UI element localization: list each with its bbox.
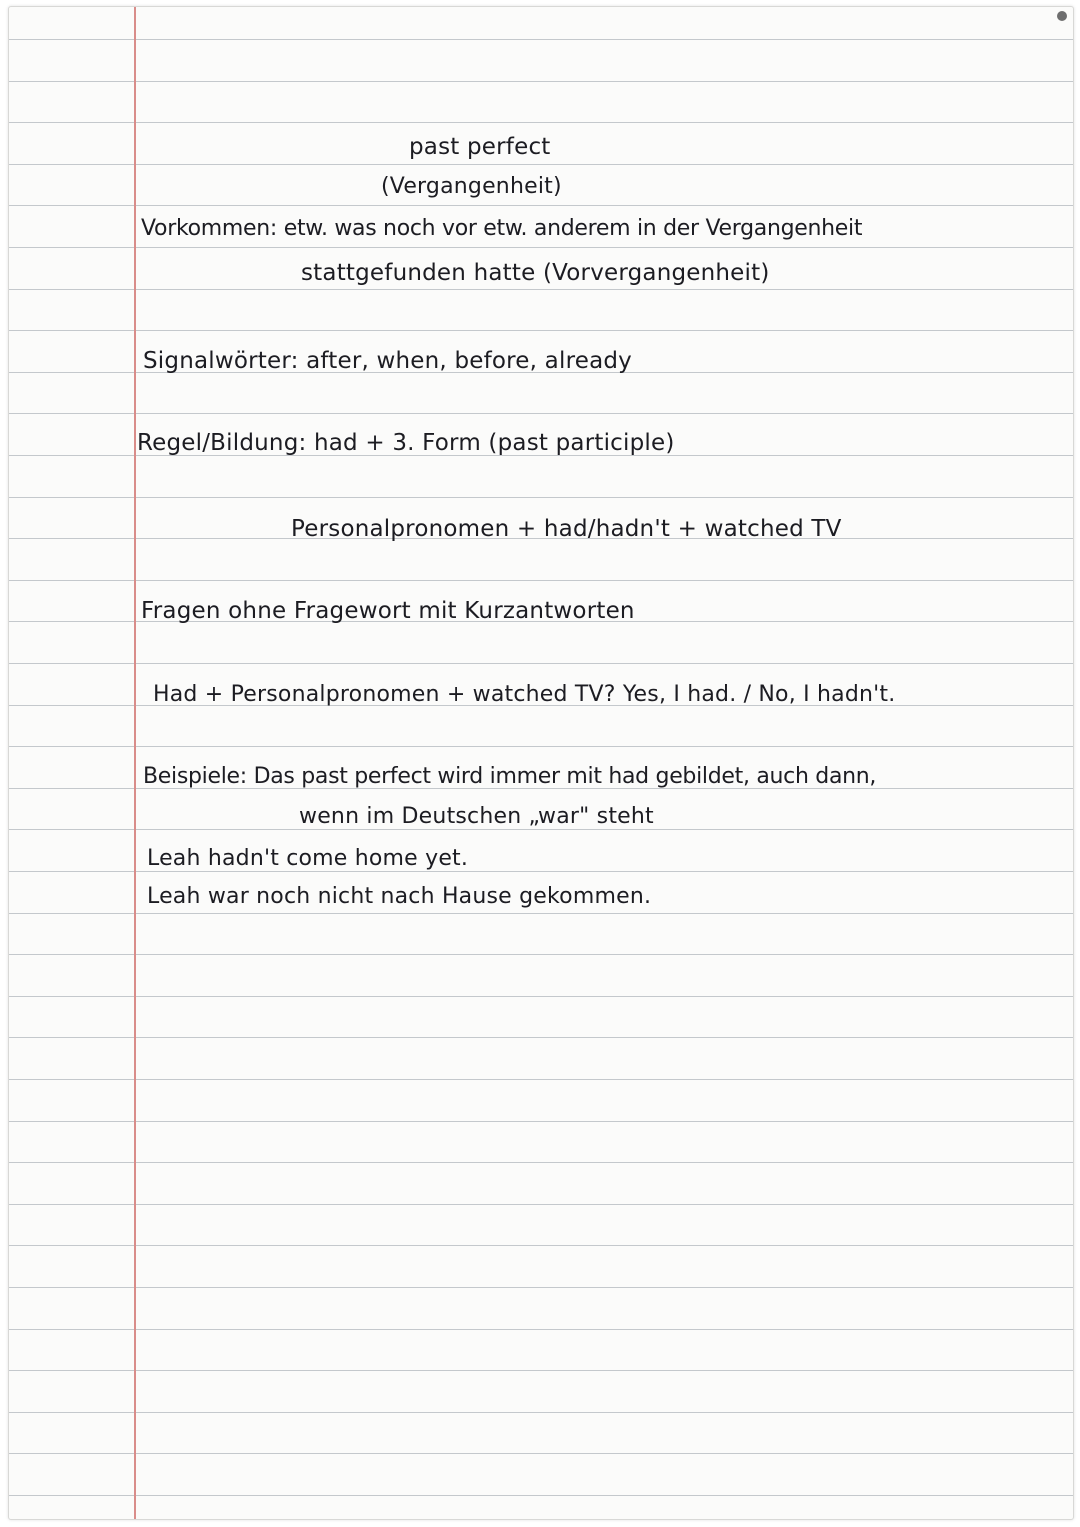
ruled-line [9,289,1073,290]
ruled-line [9,580,1073,581]
margin-line [134,7,136,1519]
ruled-line [9,122,1073,123]
ruled-line [9,330,1073,331]
note-line-fragen: Fragen ohne Fragewort mit Kurzantworten [141,598,635,624]
ruled-line [9,39,1073,40]
ruled-line [9,1162,1073,1163]
ruled-line [9,1121,1073,1122]
ruled-line [9,1329,1073,1330]
page-title: past perfect [409,134,551,160]
ruled-line [9,913,1073,914]
page-subtitle: (Vergangenheit) [381,174,562,199]
ruled-line [9,1245,1073,1246]
ruled-line [9,954,1073,955]
note-line-vorkommen-cont: stattgefunden hatte (Vorvergangenheit) [301,260,770,286]
ruled-line [9,1370,1073,1371]
ruled-line [9,746,1073,747]
note-line-example-en: Leah hadn't come home yet. [147,846,469,871]
ruled-line [9,1453,1073,1454]
note-line-vorkommen: Vorkommen: etw. was noch vor etw. anderem in der Vergangenheit [141,216,863,241]
ruled-line [9,1412,1073,1413]
ruled-line [9,1204,1073,1205]
ruled-line [9,996,1073,997]
ruled-line [9,413,1073,414]
ruled-line [9,1037,1073,1038]
ruled-line [9,205,1073,206]
note-line-regel: Regel/Bildung: had + 3. Form (past participle) [137,430,675,456]
note-line-beispiele-cont: wenn im Deutschen „war" steht [299,804,654,829]
note-line-example-de: Leah war noch nicht nach Hause gekommen. [147,884,652,909]
ruled-line [9,1079,1073,1080]
ruled-line [9,497,1073,498]
ruled-line [9,164,1073,165]
ruled-line [9,247,1073,248]
note-line-frage-formel: Had + Personalpronomen + watched TV? Yes, I had. / No, I hadn't. [153,682,896,707]
ruled-line [9,1287,1073,1288]
ruled-line [9,1495,1073,1496]
note-line-formel: Personalpronomen + had/hadn't + watched TV [291,516,842,542]
ruled-line [9,81,1073,82]
ruled-line [9,663,1073,664]
note-line-signalwoerter: Signalwörter: after, when, before, already [143,348,632,374]
notebook-page [8,6,1074,1520]
note-line-beispiele: Beispiele: Das past perfect wird immer mit had gebildet, auch dann, [143,764,877,789]
corner-dot [1057,11,1067,21]
